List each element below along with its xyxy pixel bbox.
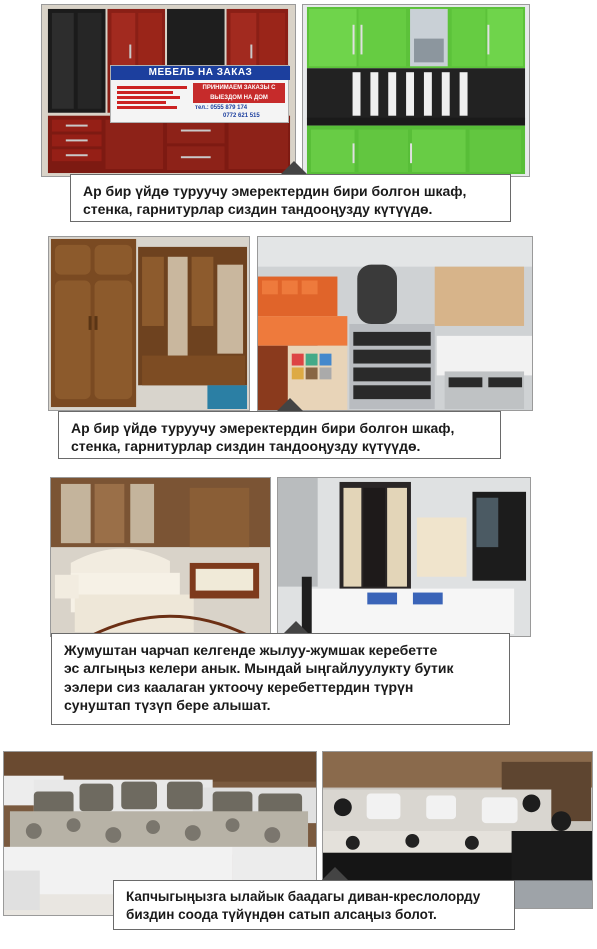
caption-2-line-1: Ар бир үйдө туруучу эмеректердин бири болгон шкаф, <box>71 420 455 436</box>
caption-4-line-2: биздин соода түйүндөн сатып алсаңыз болот. <box>126 906 437 922</box>
caption-2 <box>58 411 501 459</box>
caption-pointer-2 <box>276 398 304 412</box>
photo-wardrobe-wall <box>48 236 250 411</box>
sign-title: МЕБЕЛЬ НА ЗАКАЗ <box>111 66 290 80</box>
photo-green-kitchen <box>302 4 530 177</box>
photo-dark-bedroom-set <box>277 477 531 637</box>
sign-phone-2: 0772 621 515 <box>223 113 260 119</box>
photo-showroom-dressers <box>257 236 533 411</box>
caption-1 <box>70 174 511 222</box>
store-sign <box>110 65 289 123</box>
caption-1-line-1: Ар бир үйдө туруучу эмеректердин бири болгон шкаф, <box>83 183 467 199</box>
caption-1-line-2: стенка, гарнитурлар сиздин тандооңузду күтүүдө. <box>83 201 433 218</box>
caption-3-line-2: эс алгыңыз келери анык. Мындай ыңгайлуулукту бутик <box>64 660 454 677</box>
caption-4 <box>113 880 515 930</box>
caption-2-line-2: стенка, гарнитурлар сиздин тандооңузду күтүүдө. <box>71 438 421 455</box>
caption-pointer-4 <box>321 867 349 881</box>
sign-text-lines <box>117 84 187 111</box>
sign-phone-1: тел.: 0555 879 174 <box>195 105 248 111</box>
photo-white-beds <box>50 477 271 637</box>
sign-banner: ПРИНИМАЕМ ЗАКАЗЫ С ВЫЕЗДОМ НА ДОМ <box>193 83 285 103</box>
photo-red-cabinet <box>41 4 296 177</box>
caption-3 <box>51 633 510 725</box>
caption-pointer-1 <box>280 161 308 175</box>
caption-3-line-3: ээлери сиз каалаган уктоочу керебеттердин түрүн <box>64 678 414 695</box>
caption-3-line-1: Жумуштан чарчап келгенде жылуу-жумшак керебетте <box>64 642 438 658</box>
caption-4-line-1: Капчыгыңызга ылайык баадагы диван-креслолорду <box>126 889 481 904</box>
caption-3-line-4: сунуштап түзүп бере алышат. <box>64 697 271 714</box>
